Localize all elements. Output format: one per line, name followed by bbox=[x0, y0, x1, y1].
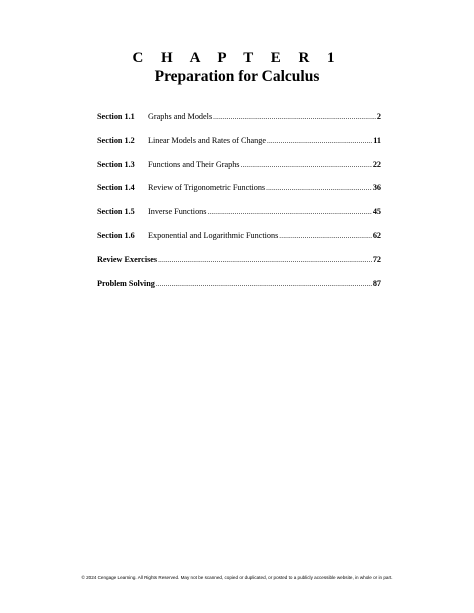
dot-leader bbox=[266, 182, 372, 194]
toc-section-number: Section 1.5 bbox=[97, 207, 135, 217]
table-of-contents bbox=[97, 111, 381, 301]
toc-section-title: Review Exercises bbox=[97, 254, 158, 264]
toc-page-number: 45 bbox=[372, 207, 381, 217]
toc-row-section-1-6 bbox=[97, 230, 381, 254]
toc-section-number: Section 1.1 bbox=[97, 112, 135, 121]
toc-section-title: Problem Solving bbox=[97, 278, 155, 288]
toc-row-section-1-4 bbox=[97, 182, 381, 206]
toc-row-section-1-2 bbox=[97, 135, 381, 159]
dot-leader bbox=[156, 278, 372, 290]
chapter-label: C H A P T E R 1 bbox=[132, 50, 342, 66]
toc-section-title: Inverse Functions bbox=[148, 207, 207, 217]
toc-section-title: Graphs and Models bbox=[148, 112, 213, 121]
toc-page-number: 22 bbox=[372, 159, 381, 169]
toc-section-title: Exponential and Logarithmic Functions bbox=[148, 230, 279, 240]
dot-leader bbox=[267, 135, 372, 147]
chapter-title: Preparation for Calculus bbox=[154, 68, 320, 85]
toc-page-number: 72 bbox=[372, 254, 381, 264]
dot-leader bbox=[241, 159, 372, 171]
toc-page-number: 36 bbox=[372, 183, 381, 193]
dot-leader bbox=[213, 111, 376, 123]
toc-section-number: Section 1.6 bbox=[97, 230, 135, 240]
toc-row-section-1-3 bbox=[97, 159, 381, 183]
toc-row-section-1-1 bbox=[97, 111, 381, 135]
toc-page-number: 2 bbox=[376, 112, 381, 121]
toc-page-number: 87 bbox=[372, 278, 381, 288]
copyright-footer: © 2024 Cengage Learning. All Rights Reserved. May not be scanned, copied or duplicated, or posted to a publicly accessible website, in whole or in part. bbox=[81, 575, 393, 580]
toc-section-title: Linear Models and Rates of Change bbox=[148, 135, 267, 145]
toc-section-number: Section 1.4 bbox=[97, 183, 135, 193]
toc-row-review-exercises bbox=[97, 254, 381, 278]
dot-leader bbox=[207, 206, 371, 218]
dot-leader bbox=[158, 254, 372, 266]
toc-section-number: Section 1.3 bbox=[97, 159, 135, 169]
toc-section-number: Section 1.2 bbox=[97, 135, 135, 145]
toc-page-number: 11 bbox=[373, 135, 381, 145]
toc-page-number: 62 bbox=[372, 230, 381, 240]
toc-section-title: Functions and Their Graphs bbox=[148, 159, 240, 169]
toc-section-title: Review of Trigonometric Functions bbox=[148, 183, 266, 193]
dot-leader bbox=[279, 230, 372, 242]
toc-row-section-1-5 bbox=[97, 206, 381, 230]
toc-row-problem-solving bbox=[97, 278, 381, 302]
